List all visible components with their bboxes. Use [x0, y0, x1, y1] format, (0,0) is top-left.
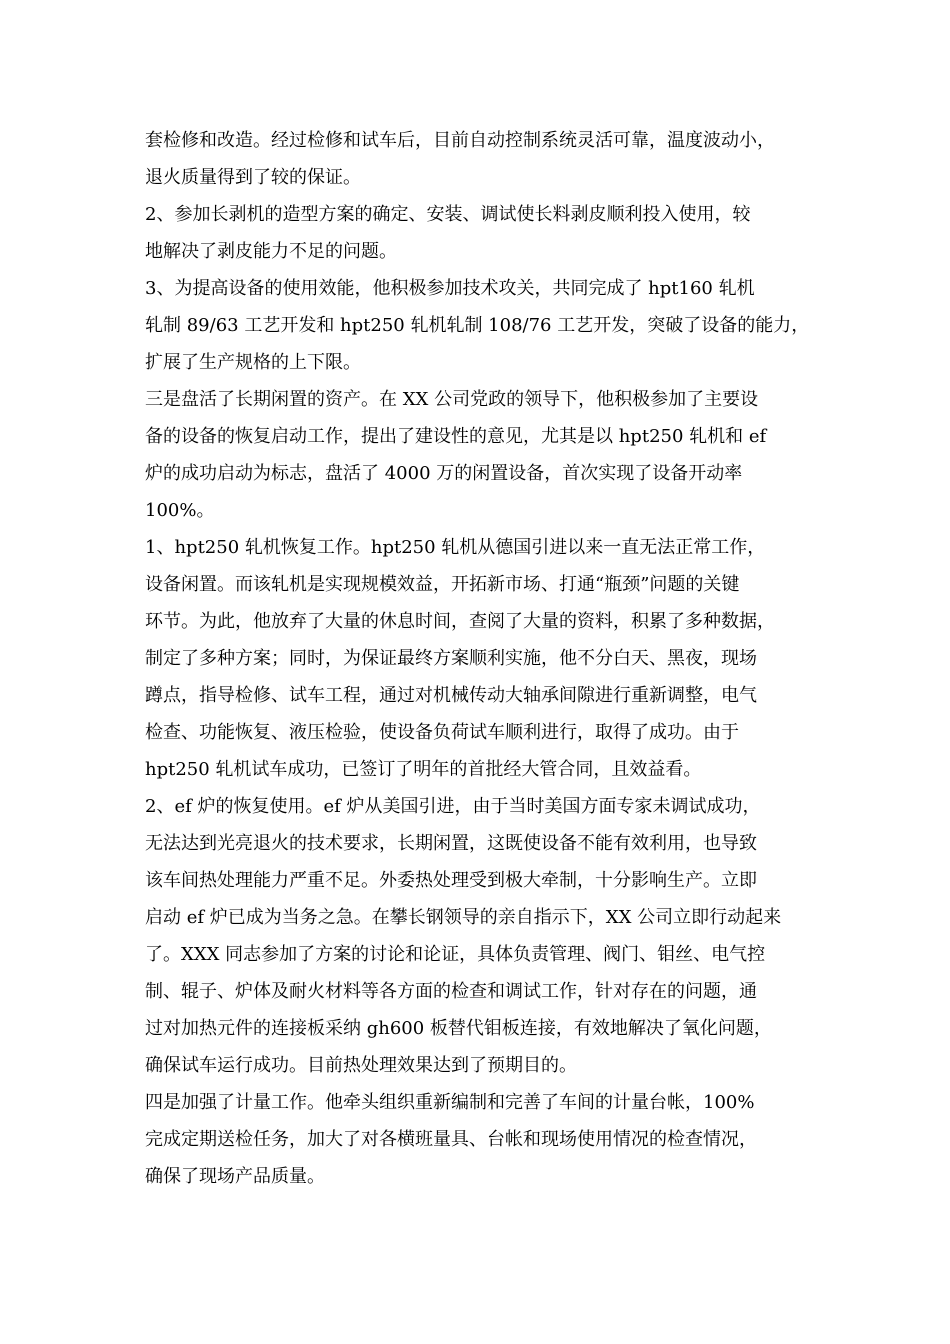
- text-line: 2、参加长剥机的造型方案的确定、安装、调试使长料剥皮顺利投入使用，较: [145, 204, 751, 225]
- text-line: 确保试车运行成功。目前热处理效果达到了预期目的。: [145, 1055, 577, 1076]
- document-body: [145, 122, 815, 1195]
- text-line: 套检修和改造。经过检修和试车后，目前自动控制系统灵活可靠，温度波动小，: [145, 130, 775, 151]
- text-line: 该车间热处理能力严重不足。外委热处理受到极大牵制，十分影响生产。立即: [145, 870, 757, 891]
- text-line: 1、hpt250 轧机恢复工作。hpt250 轧机从德国引进以来一直无法正常工作，: [145, 537, 766, 558]
- text-line: 确保了现场产品质量。: [145, 1166, 325, 1187]
- text-line: 蹲点，指导检修、试车工程，通过对机械传动大轴承间隙进行重新调整，电气: [145, 685, 757, 706]
- text-line: 无法达到光亮退火的技术要求，长期闲置，这既使设备不能有效利用，也导致: [145, 833, 757, 854]
- text-line: 环节。为此，他放弃了大量的休息时间，查阅了大量的资料，积累了多种数据，: [145, 611, 775, 632]
- text-line: 过对加热元件的连接板采纳 gh600 板替代钼板连接，有效地解决了氧化问题，: [145, 1018, 772, 1039]
- text-line: 退火质量得到了较的保证。: [145, 167, 361, 188]
- text-line: 地解决了剥皮能力不足的问题。: [145, 241, 397, 262]
- text-line: 四是加强了计量工作。他牵头组织重新编制和完善了车间的计量台帐，100%: [145, 1092, 755, 1113]
- text-line: 轧制 89/63 工艺开发和 hpt250 轧机轧制 108/76 工艺开发，突破了设备的能力，: [145, 315, 810, 336]
- text-line: 2、ef 炉的恢复使用。ef 炉从美国引进，由于当时美国方面专家未调试成功，: [145, 796, 761, 817]
- text-line: 3、为提高设备的使用效能，他积极参加技术攻关，共同完成了 hpt160 轧机: [145, 278, 755, 299]
- text-line: hpt250 轧机试车成功，已签订了明年的首批经大管合同，且效益看。: [145, 759, 702, 780]
- text-line: 扩展了生产规格的上下限。: [145, 352, 361, 373]
- text-line: 完成定期送检任务，加大了对各横班量具、台帐和现场使用情况的检查情况，: [145, 1129, 757, 1150]
- text-line: 启动 ef 炉已成为当务之急。在攀长钢领导的亲自指示下，XX 公司立即行动起来: [145, 907, 782, 928]
- text-line: 制、辊子、炉体及耐火材料等各方面的检查和调试工作，针对存在的问题，通: [145, 981, 757, 1002]
- text-line: 了。XXX 同志参加了方案的讨论和论证，具体负责管理、阀门、钼丝、电气控: [145, 944, 766, 965]
- text-line: 炉的成功启动为标志，盘活了 4000 万的闲置设备，首次实现了设备开动率: [145, 463, 743, 484]
- text-line: 备的设备的恢复启动工作，提出了建设性的意见，尤其是以 hpt250 轧机和 ef: [145, 426, 767, 447]
- text-line: 三是盘活了长期闲置的资产。在 XX 公司党政的领导下，他积极参加了主要设: [145, 389, 759, 410]
- text-line: 检查、功能恢复、液压检验，使设备负荷试车顺利进行，取得了成功。由于: [145, 722, 739, 743]
- text-line: 100%。: [145, 500, 215, 521]
- text-line: 设备闲置。而该轧机是实现规模效益，开拓新市场、打通“瓶颈”问题的关键: [145, 574, 740, 595]
- text-line: 制定了多种方案；同时，为保证最终方案顺利实施，他不分白天、黑夜，现场: [145, 648, 757, 669]
